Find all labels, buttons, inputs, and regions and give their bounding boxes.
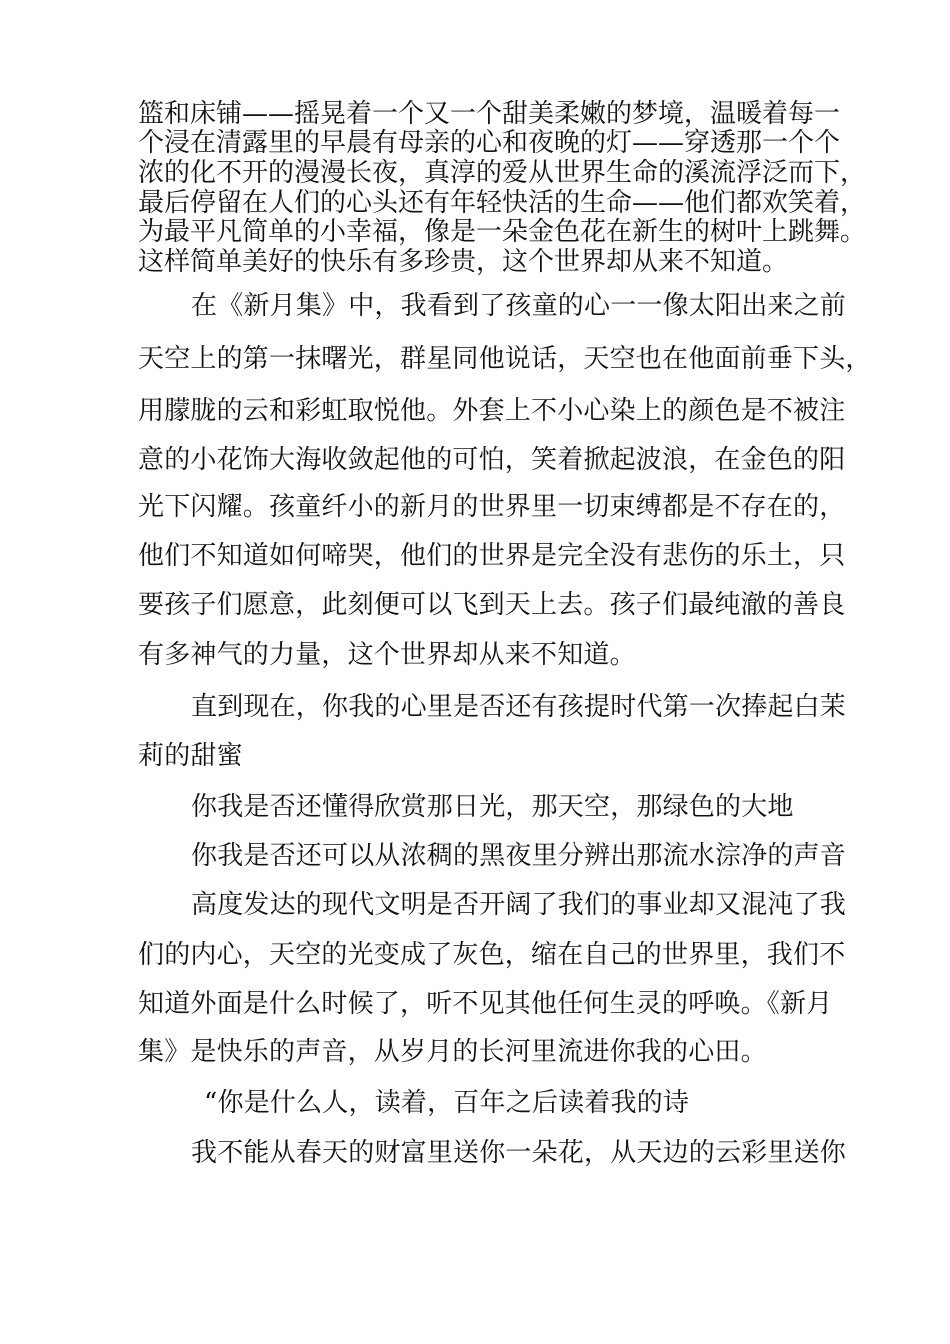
text-line: 浓的化不开的漫漫长夜，真淳的爱从世界生命的溪流浮泛而下， (138, 158, 867, 188)
text-line: 高度发达的现代文明是否开阔了我们的事业却又混沌了我 (191, 890, 847, 920)
text-line: 有多神气的力量，这个世界却从来不知道。 (138, 640, 636, 670)
text-line: 我不能从春天的财富里送你一朵花，从天边的云彩里送你 (191, 1138, 847, 1168)
text-line: “你是什么人，读着，百年之后读着我的诗 (204, 1088, 690, 1118)
text-line: 们的内心，天空的光变成了灰色，缩在自己的世界里，我们不 (138, 940, 846, 970)
text-line: 为最平凡简单的小幸福，像是一朵金色花在新生的树叶上跳舞。 (138, 217, 867, 247)
text-line: 这样简单美好的快乐有多珍贵，这个世界却从来不知道。 (138, 247, 789, 277)
text-line: 意的小花饰大海收敛起他的可怕，笑着掀起波浪，在金色的阳 (138, 445, 846, 475)
text-line: 光下闪耀。孩童纤小的新月的世界里一切束缚都是不存在的， (138, 492, 846, 522)
text-line: 集》是快乐的声音，从岁月的长河里流进你我的心田。 (138, 1037, 767, 1067)
text-line: 莉的甜蜜 (138, 741, 243, 771)
text-line: 天空上的第一抹曙光，群星同他说话，天空也在他面前垂下头， (138, 344, 872, 374)
text-line: 他们不知道如何啼哭，他们的世界是完全没有悲伤的乐土，只 (138, 541, 846, 571)
text-line: 你我是否还可以从浓稠的黑夜里分辨出那流水淙净的声音 (191, 841, 847, 871)
text-line: 用朦胧的云和彩虹取悦他。外套上不小心染上的颜色是不被注 (138, 396, 846, 426)
text-line: 知道外面是什么时候了，听不见其他任何生灵的呼唤。《新月 (138, 989, 833, 1019)
text-line: 要孩子们愿意，此刻便可以飞到天上去。孩子们最纯澈的善良 (138, 590, 846, 620)
text-line: 最后停留在人们的心头还有年轻快活的生命——他们都欢笑着， (138, 188, 867, 218)
text-line: 个浸在清露里的早晨有母亲的心和夜晚的灯——穿透那一个个 (138, 128, 841, 158)
text-line: 直到现在，你我的心里是否还有孩提时代第一次捧起白茉 (191, 692, 847, 722)
text-line: 篮和床铺——摇晃着一个又一个甜美柔嫩的梦境，温暖着每一 (138, 99, 841, 129)
text-line: 你我是否还懂得欣赏那日光，那天空，那绿色的大地 (191, 792, 794, 822)
text-line: 在《新月集》中，我看到了孩童的心一一像太阳出来之前 (191, 291, 847, 321)
